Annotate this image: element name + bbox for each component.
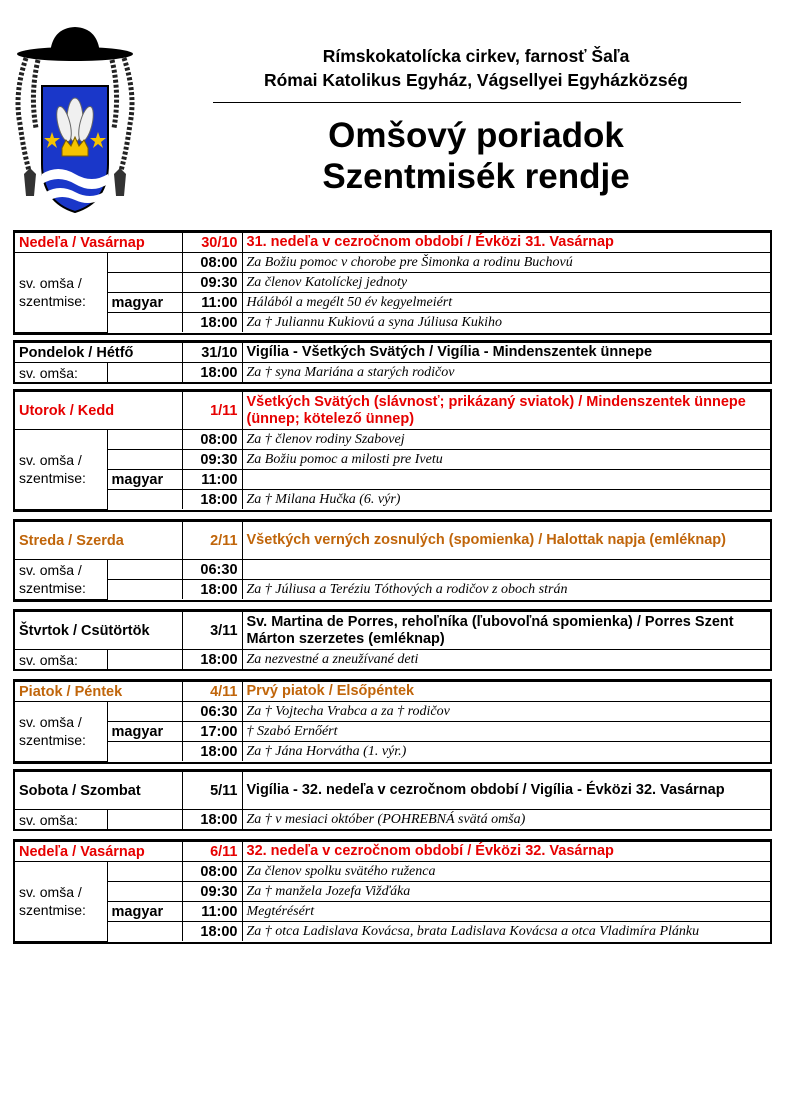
day-date: 5/11 — [182, 772, 242, 810]
mass-intention: Za † syna Mariána a starých rodičov — [242, 363, 770, 383]
day-block — [13, 839, 772, 944]
mass-time: 06:30 — [182, 560, 242, 580]
mass-time: 18:00 — [182, 650, 242, 670]
day-table — [15, 611, 770, 669]
mass-row — [15, 650, 770, 670]
parish-name — [213, 44, 739, 92]
parish-name-slovak: Rímskokatolícka cirkev, farnosť Šaľa — [322, 46, 630, 66]
mass-time: 08:00 — [182, 253, 242, 273]
mass-label: sv. omša / szentmise: — [15, 253, 107, 333]
mass-row — [15, 450, 770, 470]
mass-intention: Hálából a megélt 50 év kegyelmeiért — [242, 293, 770, 313]
mass-time: 18:00 — [182, 810, 242, 830]
mass-intention: Za † manžela Jozefa Vižďáka — [242, 882, 770, 902]
mass-row — [15, 363, 770, 383]
mass-intention: Za členov Katolíckej jednoty — [242, 273, 770, 293]
mass-time: 11:00 — [182, 470, 242, 490]
day-table — [15, 342, 770, 382]
mass-language — [107, 882, 182, 902]
mass-label: sv. omša: — [15, 650, 107, 670]
page-title-slovak: Omšový poriadok — [328, 116, 624, 155]
day-name: Štvrtok / Csütörtök — [15, 612, 182, 650]
header-divider — [213, 102, 741, 103]
mass-label: sv. omša / szentmise: — [15, 560, 107, 600]
mass-time: 09:30 — [182, 273, 242, 293]
mass-language — [107, 450, 182, 470]
mass-language — [107, 922, 182, 942]
mass-intention: Za † Vojtecha Vrabca a za † rodičov — [242, 702, 770, 722]
day-name: Pondelok / Hétfő — [15, 343, 182, 363]
mass-row — [15, 470, 770, 490]
mass-intention: Za † Júliusa a Teréziu Tóthových a rodičov z oboch strán — [242, 580, 770, 600]
mass-language — [107, 580, 182, 600]
mass-row — [15, 810, 770, 830]
mass-intention: Za † Milana Hučka (6. výr) — [242, 490, 770, 510]
mass-label: sv. omša / szentmise: — [15, 862, 107, 942]
day-date: 30/10 — [182, 233, 242, 253]
mass-language — [107, 862, 182, 882]
day-name: Sobota / Szombat — [15, 772, 182, 810]
mass-time: 09:30 — [182, 450, 242, 470]
mass-time: 17:00 — [182, 722, 242, 742]
mass-language: magyar — [107, 902, 182, 922]
day-header-row — [15, 392, 770, 430]
day-block — [13, 519, 772, 602]
mass-intention: Za † členov rodiny Szabovej — [242, 430, 770, 450]
day-date: 6/11 — [182, 842, 242, 862]
mass-row — [15, 580, 770, 600]
mass-time: 18:00 — [182, 313, 242, 333]
day-date: 1/11 — [182, 392, 242, 430]
mass-time: 18:00 — [182, 490, 242, 510]
mass-row — [15, 430, 770, 450]
day-header-row — [15, 772, 770, 810]
mass-intention: Za členov spolku svätého ruženca — [242, 862, 770, 882]
day-block — [13, 389, 772, 512]
mass-time: 18:00 — [182, 363, 242, 383]
mass-intention: Za Božiu pomoc v chorobe pre Šimonka a rodinu Buchovú — [242, 253, 770, 273]
mass-row — [15, 902, 770, 922]
day-table — [15, 521, 770, 600]
mass-language — [107, 702, 182, 722]
day-table — [15, 232, 770, 333]
day-header-row — [15, 522, 770, 560]
mass-row — [15, 862, 770, 882]
mass-intention: † Szabó Ernőért — [242, 722, 770, 742]
mass-time: 11:00 — [182, 902, 242, 922]
day-block — [13, 769, 772, 831]
mass-intention: Za † otca Ladislava Kovácsa, brata Ladislava Kovácsa a otca Vladimíra Plánku — [242, 922, 770, 942]
day-header-row — [15, 612, 770, 650]
day-block — [13, 230, 772, 335]
mass-language — [107, 253, 182, 273]
mass-language: magyar — [107, 470, 182, 490]
mass-intention: Za † v mesiaci október (POHREBNÁ svätá omša) — [242, 810, 770, 830]
day-name: Nedeľa / Vasárnap — [15, 233, 182, 253]
mass-language — [107, 363, 182, 383]
mass-language: magyar — [107, 293, 182, 313]
day-header-row — [15, 682, 770, 702]
mass-language — [107, 560, 182, 580]
mass-time: 06:30 — [182, 702, 242, 722]
liturgical-event: Vigília - 32. nedeľa v cezročnom období / Vigília - Évközi 32. Vasárnap — [242, 772, 770, 810]
mass-row — [15, 742, 770, 762]
mass-time: 08:00 — [182, 430, 242, 450]
mass-row — [15, 560, 770, 580]
mass-language — [107, 430, 182, 450]
parish-name-hungarian: Római Katolikus Egyház, Vágsellyei Egyházközség — [263, 70, 689, 90]
day-block — [13, 609, 772, 671]
day-name: Utorok / Kedd — [15, 392, 182, 430]
mass-label: sv. omša: — [15, 810, 107, 830]
liturgical-event: Prvý piatok / Elsőpéntek — [242, 682, 770, 702]
mass-row — [15, 702, 770, 722]
day-table — [15, 771, 770, 829]
mass-language: magyar — [107, 722, 182, 742]
mass-row — [15, 722, 770, 742]
day-date: 4/11 — [182, 682, 242, 702]
liturgical-event: Sv. Martina de Porres, rehoľníka (ľubovoľná spomienka) / Porres Szent Márton szerzetes (emléknap) — [242, 612, 770, 650]
parish-coat-of-arms-icon — [12, 24, 138, 214]
liturgical-event: 32. nedeľa v cezročnom období / Évközi 32. Vasárnap — [242, 842, 770, 862]
mass-time: 18:00 — [182, 742, 242, 762]
day-table — [15, 391, 770, 510]
day-header-row — [15, 233, 770, 253]
mass-language — [107, 650, 182, 670]
day-block — [13, 679, 772, 764]
mass-row — [15, 253, 770, 273]
day-block — [13, 340, 772, 384]
mass-time: 09:30 — [182, 882, 242, 902]
page-header — [0, 0, 790, 225]
mass-intention: Megtérésért — [242, 902, 770, 922]
liturgical-event: 31. nedeľa v cezročnom období / Évközi 31. Vasárnap — [242, 233, 770, 253]
mass-language — [107, 273, 182, 293]
day-date: 31/10 — [182, 343, 242, 363]
mass-intention: Za Božiu pomoc a milosti pre Ivetu — [242, 450, 770, 470]
mass-label: sv. omša / szentmise: — [15, 430, 107, 510]
mass-intention: Za nezvestné a zneužívané deti — [242, 650, 770, 670]
mass-language — [107, 810, 182, 830]
day-header-row — [15, 343, 770, 363]
day-date: 2/11 — [182, 522, 242, 560]
mass-time: 11:00 — [182, 293, 242, 313]
mass-intention — [242, 470, 770, 490]
mass-intention: Za † Juliannu Kukiovú a syna Júliusa Kukiho — [242, 313, 770, 333]
mass-time: 18:00 — [182, 580, 242, 600]
mass-label: sv. omša / szentmise: — [15, 702, 107, 762]
day-name: Streda / Szerda — [15, 522, 182, 560]
page-title — [213, 115, 739, 197]
mass-row — [15, 273, 770, 293]
mass-row — [15, 313, 770, 333]
day-date: 3/11 — [182, 612, 242, 650]
day-name: Nedeľa / Vasárnap — [15, 842, 182, 862]
mass-row — [15, 922, 770, 942]
mass-language — [107, 490, 182, 510]
mass-language — [107, 313, 182, 333]
liturgical-event: Všetkých Svätých (slávnosť; prikázaný sviatok) / Mindenszentek ünnepe (ünnep; kötelező ünnep) — [242, 392, 770, 430]
mass-time: 08:00 — [182, 862, 242, 882]
mass-intention: Za † Jána Horvátha (1. výr.) — [242, 742, 770, 762]
day-table — [15, 681, 770, 762]
liturgical-event: Všetkých verných zosnulých (spomienka) / Halottak napja (emléknap) — [242, 522, 770, 560]
mass-intention — [242, 560, 770, 580]
page-title-hungarian: Szentmisék rendje — [322, 157, 630, 196]
mass-language — [107, 742, 182, 762]
day-name: Piatok / Péntek — [15, 682, 182, 702]
mass-row — [15, 490, 770, 510]
mass-time: 18:00 — [182, 922, 242, 942]
mass-label: sv. omša: — [15, 363, 107, 383]
mass-row — [15, 882, 770, 902]
mass-row — [15, 293, 770, 313]
liturgical-event: Vigília - Všetkých Svätých / Vigília - Mindenszentek ünnepe — [242, 343, 770, 363]
day-header-row — [15, 842, 770, 862]
day-table — [15, 841, 770, 942]
